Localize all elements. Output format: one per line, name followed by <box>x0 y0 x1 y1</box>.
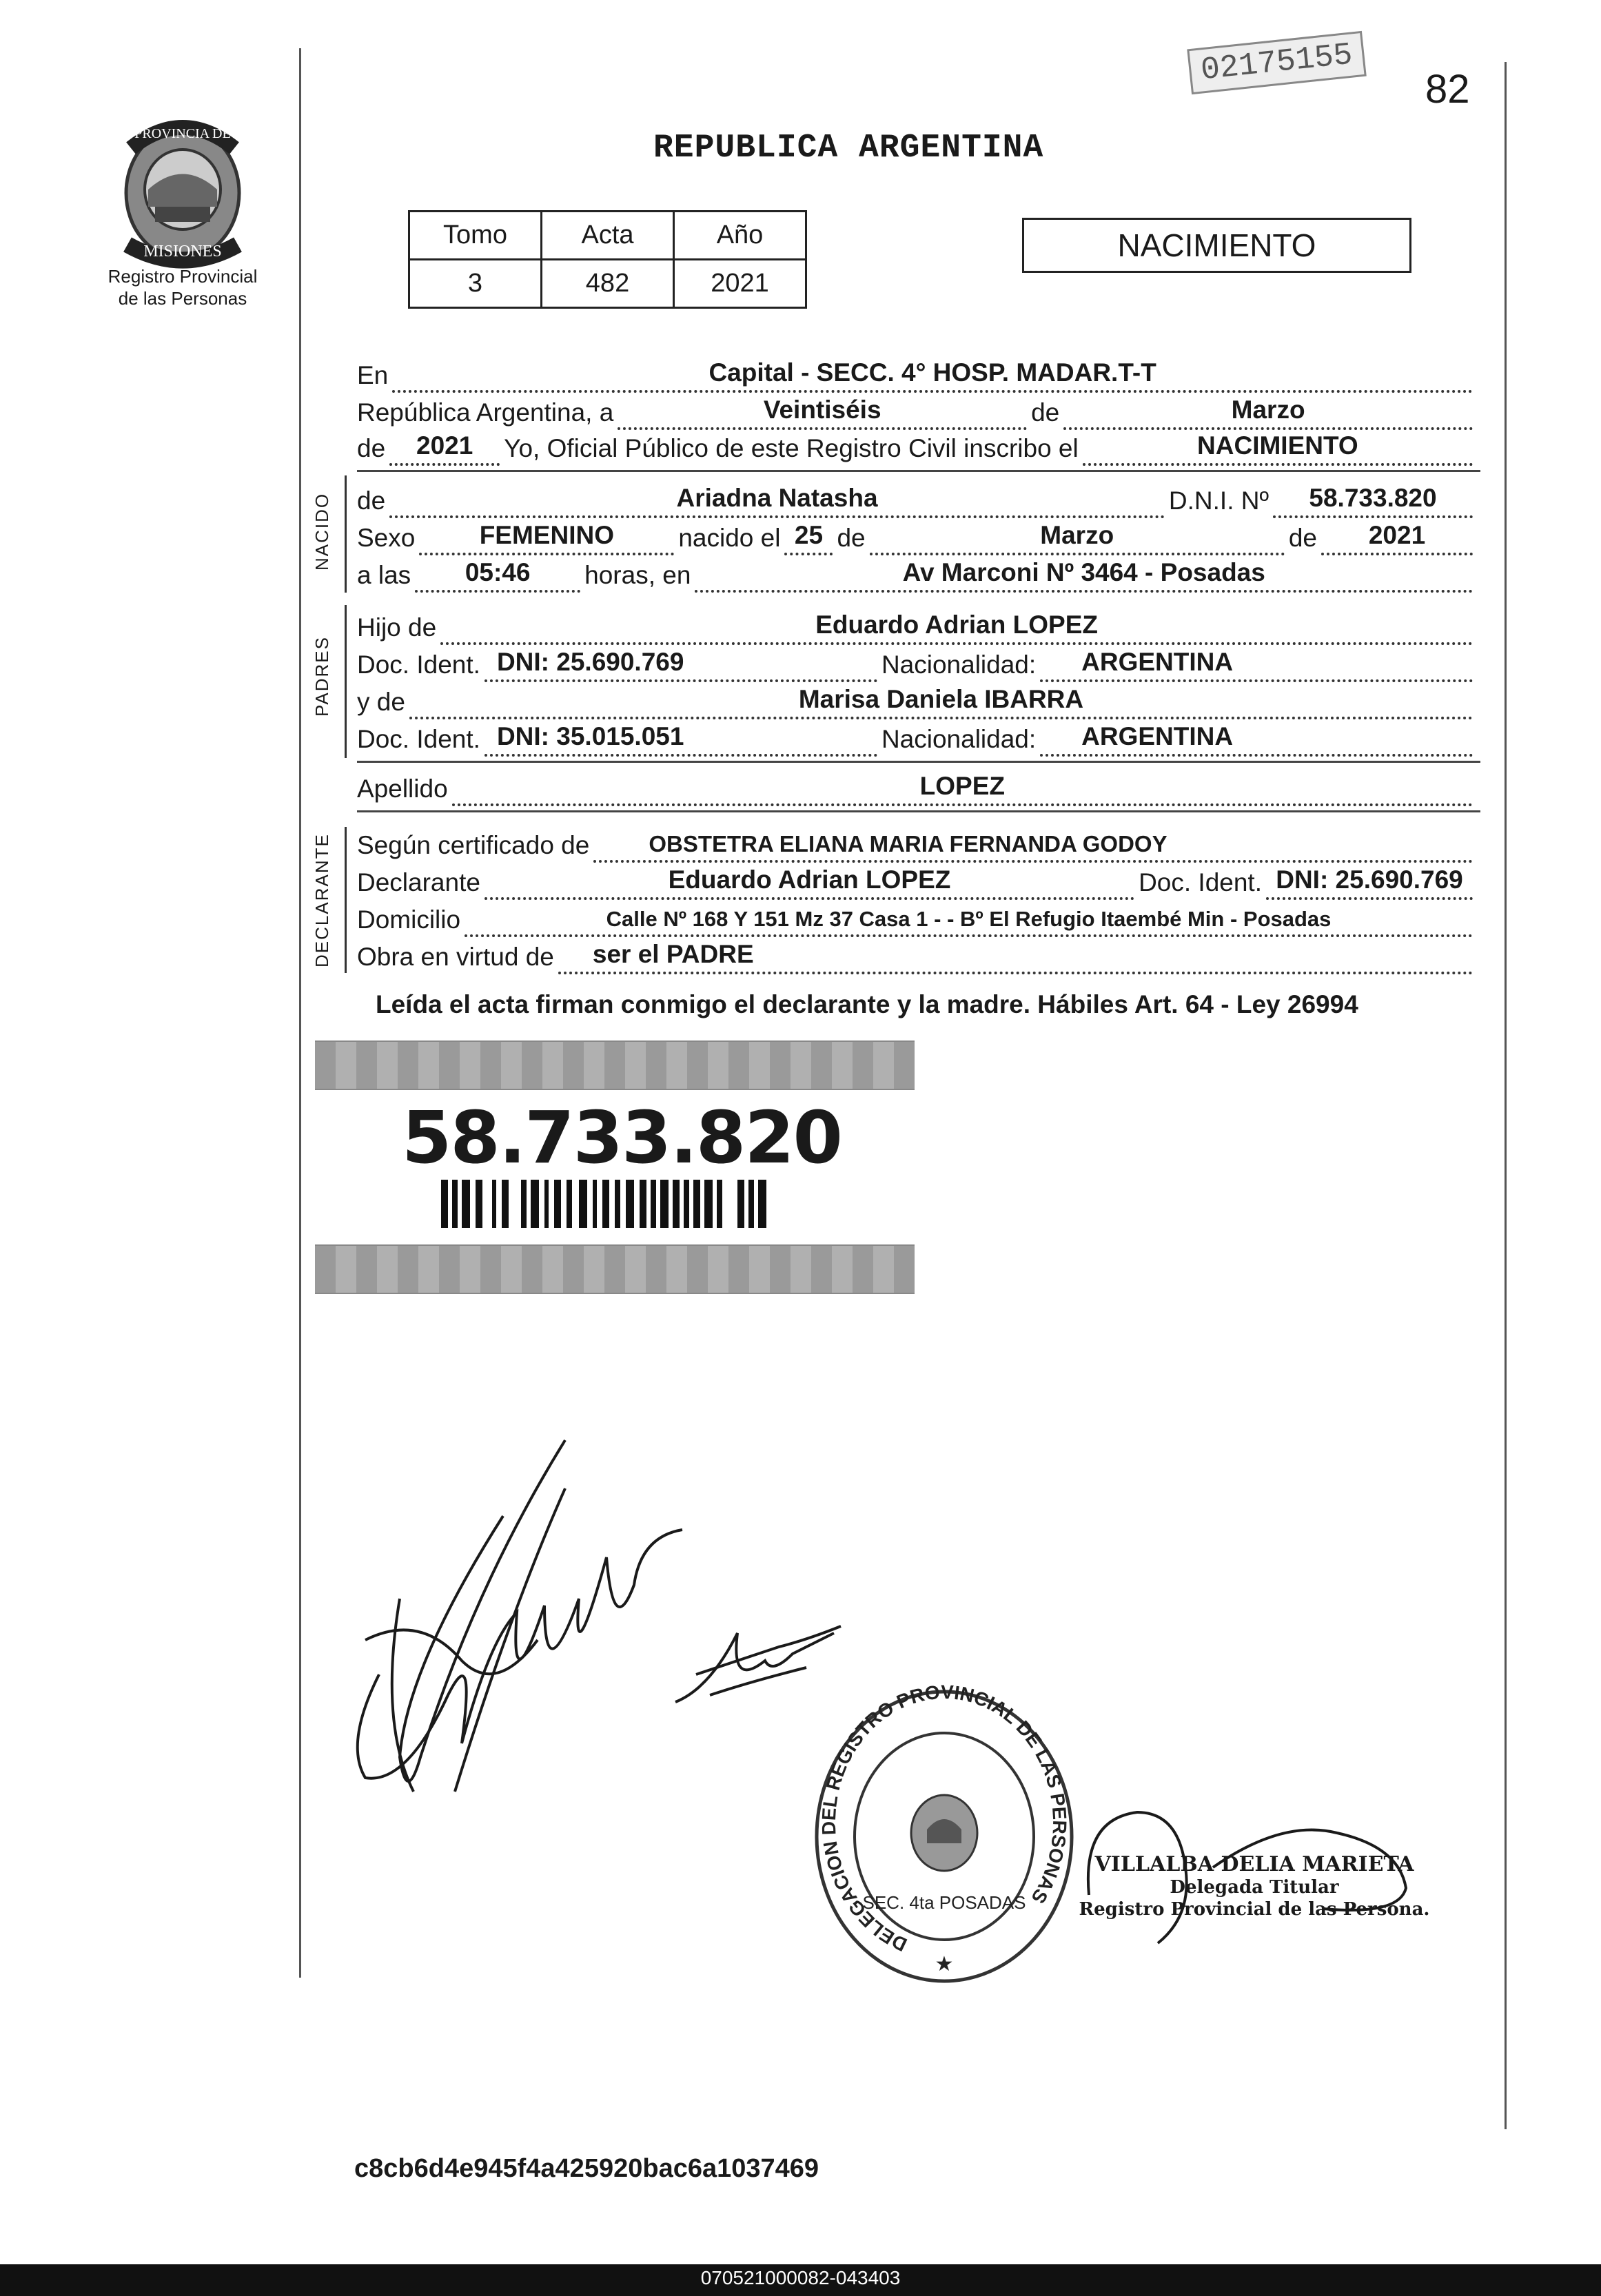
nacido-section-bar <box>345 475 347 593</box>
label-dni: D.N.I. Nº <box>1168 486 1269 515</box>
value-madre-nac: ARGENTINA <box>1081 722 1234 750</box>
label-doc-ident-padre: Doc. Ident. <box>357 650 480 679</box>
label-de-mes-nac: de <box>837 524 866 552</box>
label-nacionalidad-madre: Nacionalidad: <box>881 725 1037 753</box>
value-padre-nac: ARGENTINA <box>1081 648 1234 676</box>
line-certificado <box>357 824 1477 863</box>
right-margin-rule <box>1505 62 1507 2129</box>
label-nacido-el: nacido el <box>678 524 781 552</box>
line-apellido <box>357 768 1477 806</box>
field-apellido <box>452 768 1473 806</box>
field-dia-nac <box>784 517 833 555</box>
value-anio-nac: 2021 <box>1368 521 1426 549</box>
value-domicilio-decl: Calle Nº 168 Y 151 Mz 37 Casa 1 - - Bº El Refugio Itaembé Min - Posadas <box>606 907 1332 931</box>
value-apellido: LOPEZ <box>919 772 1005 800</box>
acta-value-tomo: 3 <box>409 260 542 308</box>
value-dni: 58.733.820 <box>1309 484 1437 512</box>
label-hijo-de: Hijo de <box>357 613 437 642</box>
field-padre-doc <box>485 644 877 682</box>
label-apellido: Apellido <box>357 775 448 803</box>
label-domicilio: Domicilio <box>357 905 461 934</box>
side-label-padres: PADRES <box>312 636 332 717</box>
label-doc-ident-declarante: Doc. Ident. <box>1139 868 1262 896</box>
left-margin-rule <box>299 48 301 1978</box>
document-type-box: NACIMIENTO <box>1022 218 1411 273</box>
label-de-anio-nac: de <box>1288 524 1317 552</box>
field-padre <box>440 606 1473 645</box>
line-sexo <box>357 517 1477 555</box>
value-certificado: OBSTETRA ELIANA MARIA FERNANDA GODOY <box>649 831 1167 857</box>
closing-text: Leída el acta firman conmigo el declarante y la madre. Hábiles Art. 64 - Ley 26994 <box>376 990 1358 1018</box>
line-hora <box>357 554 1477 593</box>
line-nombre <box>357 480 1477 518</box>
label-y-de: y de <box>357 688 405 716</box>
acta-table-header-row <box>409 212 806 260</box>
label-de-mes: de <box>1031 398 1060 427</box>
field-anio-nac <box>1321 517 1473 555</box>
footer-code: 070521000082-043403 <box>700 2267 901 2288</box>
line-declarante <box>357 861 1477 900</box>
dni-label-band-bottom <box>315 1244 915 1294</box>
acta-table <box>408 210 807 309</box>
org-line-1: Registro Provincial <box>108 266 258 287</box>
acta-value-acta: 482 <box>542 260 674 308</box>
label-republica: República Argentina, a <box>357 398 614 427</box>
page-number: 82 <box>1425 67 1470 112</box>
field-declarante-doc <box>1266 861 1473 900</box>
label-obra: Obra en virtud de <box>357 943 554 971</box>
label-nacionalidad-padre: Nacionalidad: <box>881 650 1037 679</box>
label-doc-ident-madre: Doc. Ident. <box>357 725 480 753</box>
field-dni <box>1273 480 1473 518</box>
label-de-nombre: de <box>357 486 386 515</box>
barcode-icon <box>441 1180 772 1228</box>
field-mes <box>1063 391 1473 430</box>
official-role: Delegada Titular <box>1170 1877 1339 1898</box>
page-title: REPUBLICA ARGENTINA <box>653 130 1044 167</box>
line-fecha <box>357 391 1477 430</box>
side-label-declarante: DECLARANTE <box>312 833 332 967</box>
acta-header-tomo: Tomo <box>409 212 542 260</box>
separator-3 <box>357 810 1480 812</box>
value-nombre: Ariadna Natasha <box>676 484 878 512</box>
line-madre-doc <box>357 718 1477 757</box>
seal-bottom-text: MISIONES <box>143 243 222 260</box>
field-dia <box>618 391 1027 430</box>
seal-inner-text: SEC. 4ta POSADAS <box>862 1892 1026 1913</box>
value-anio: 2021 <box>416 431 473 460</box>
declarante-section-bar <box>345 827 347 973</box>
field-lugar <box>392 354 1473 393</box>
value-padre: Eduardo Adrian LOPEZ <box>815 611 1098 639</box>
field-madre-doc <box>485 718 877 757</box>
field-padre-nac <box>1040 644 1473 682</box>
line-inscribe <box>357 427 1477 466</box>
dni-label-band-top <box>315 1041 915 1090</box>
acta-table-value-row <box>409 260 806 308</box>
label-a-las: a las <box>357 561 411 589</box>
field-domicilio-nac <box>695 554 1473 593</box>
field-declarante <box>485 861 1134 900</box>
label-yo: Yo, Oficial Público de este Registro Civil inscribo el <box>504 434 1079 462</box>
field-obra <box>558 936 1473 974</box>
official-seal <box>806 1681 1082 1991</box>
value-domicilio-nac: Av Marconi Nº 3464 - Posadas <box>902 558 1265 586</box>
official-name: VILLALBA DELIA MARIETA <box>1094 1852 1414 1876</box>
acta-value-anio: 2021 <box>674 260 806 308</box>
official-org: Registro Provincial de las Persona. <box>1079 1899 1430 1920</box>
label-segun: Según certificado de <box>357 831 590 859</box>
field-hora <box>415 554 580 593</box>
value-declarante: Eduardo Adrian LOPEZ <box>668 865 951 894</box>
field-madre-nac <box>1040 718 1473 757</box>
svg-text:★: ★ <box>935 1953 954 1976</box>
value-dia-nac: 25 <box>794 521 824 549</box>
seal-top-text: PROVINCIA DE <box>134 126 231 141</box>
separator-2 <box>357 761 1480 763</box>
field-anio <box>389 427 500 466</box>
value-mes: Marzo <box>1231 396 1305 424</box>
field-sexo <box>419 517 674 555</box>
label-de-anio: de <box>357 434 386 462</box>
field-madre <box>409 681 1473 719</box>
line-madre <box>357 681 1477 719</box>
field-domicilio <box>465 899 1473 937</box>
acta-header-acta: Acta <box>542 212 674 260</box>
line-padre <box>357 606 1477 645</box>
document-hash: c8cb6d4e945f4a425920bac6a1037469 <box>354 2154 819 2183</box>
value-hora: 05:46 <box>465 558 531 586</box>
value-obra: ser el PADRE <box>592 940 754 968</box>
line-lugar <box>357 354 1477 393</box>
value-lugar: Capital - SECC. 4° HOSP. MADAR.T-T <box>708 358 1156 387</box>
field-mes-nac <box>870 517 1285 555</box>
padres-section-bar <box>345 605 347 758</box>
declarant-signature <box>338 1433 724 1819</box>
label-declarante: Declarante <box>357 868 480 896</box>
value-madre-doc: DNI: 35.015.051 <box>496 722 684 750</box>
line-padre-doc <box>357 644 1477 682</box>
field-certificado <box>593 824 1473 863</box>
misiones-seal <box>110 110 255 269</box>
value-sexo: FEMENINO <box>479 521 614 549</box>
value-inscribe: NACIMIENTO <box>1197 431 1358 460</box>
org-name <box>83 265 283 309</box>
line-obra <box>357 936 1477 974</box>
value-padre-doc: DNI: 25.690.769 <box>496 648 684 676</box>
dni-label-number: 58.733.820 <box>402 1096 842 1180</box>
acta-header-anio: Año <box>674 212 806 260</box>
seal-ring-text: DELEGACION DEL REGISTRO PROVINCIAL DE LAS PERSONAS <box>817 1681 1071 1956</box>
value-madre: Marisa Daniela IBARRA <box>798 685 1084 713</box>
label-sexo: Sexo <box>357 524 416 552</box>
field-inscribe <box>1083 427 1473 466</box>
value-declarante-doc: DNI: 25.690.769 <box>1276 865 1463 894</box>
org-line-2: de las Personas <box>118 288 247 309</box>
side-label-nacido: NACIDO <box>312 492 332 571</box>
label-en: En <box>357 361 389 389</box>
footer-code-bar <box>0 2264 1601 2296</box>
value-dia-letras: Veintiséis <box>763 396 881 424</box>
value-mes-nac: Marzo <box>1040 521 1114 549</box>
field-nombre <box>389 480 1165 518</box>
control-number: 02175155 <box>1187 31 1366 94</box>
official-stamp-text <box>1075 1852 1434 1921</box>
separator-1 <box>357 470 1480 472</box>
line-domicilio <box>357 899 1477 937</box>
label-horas-en: horas, en <box>584 561 691 589</box>
